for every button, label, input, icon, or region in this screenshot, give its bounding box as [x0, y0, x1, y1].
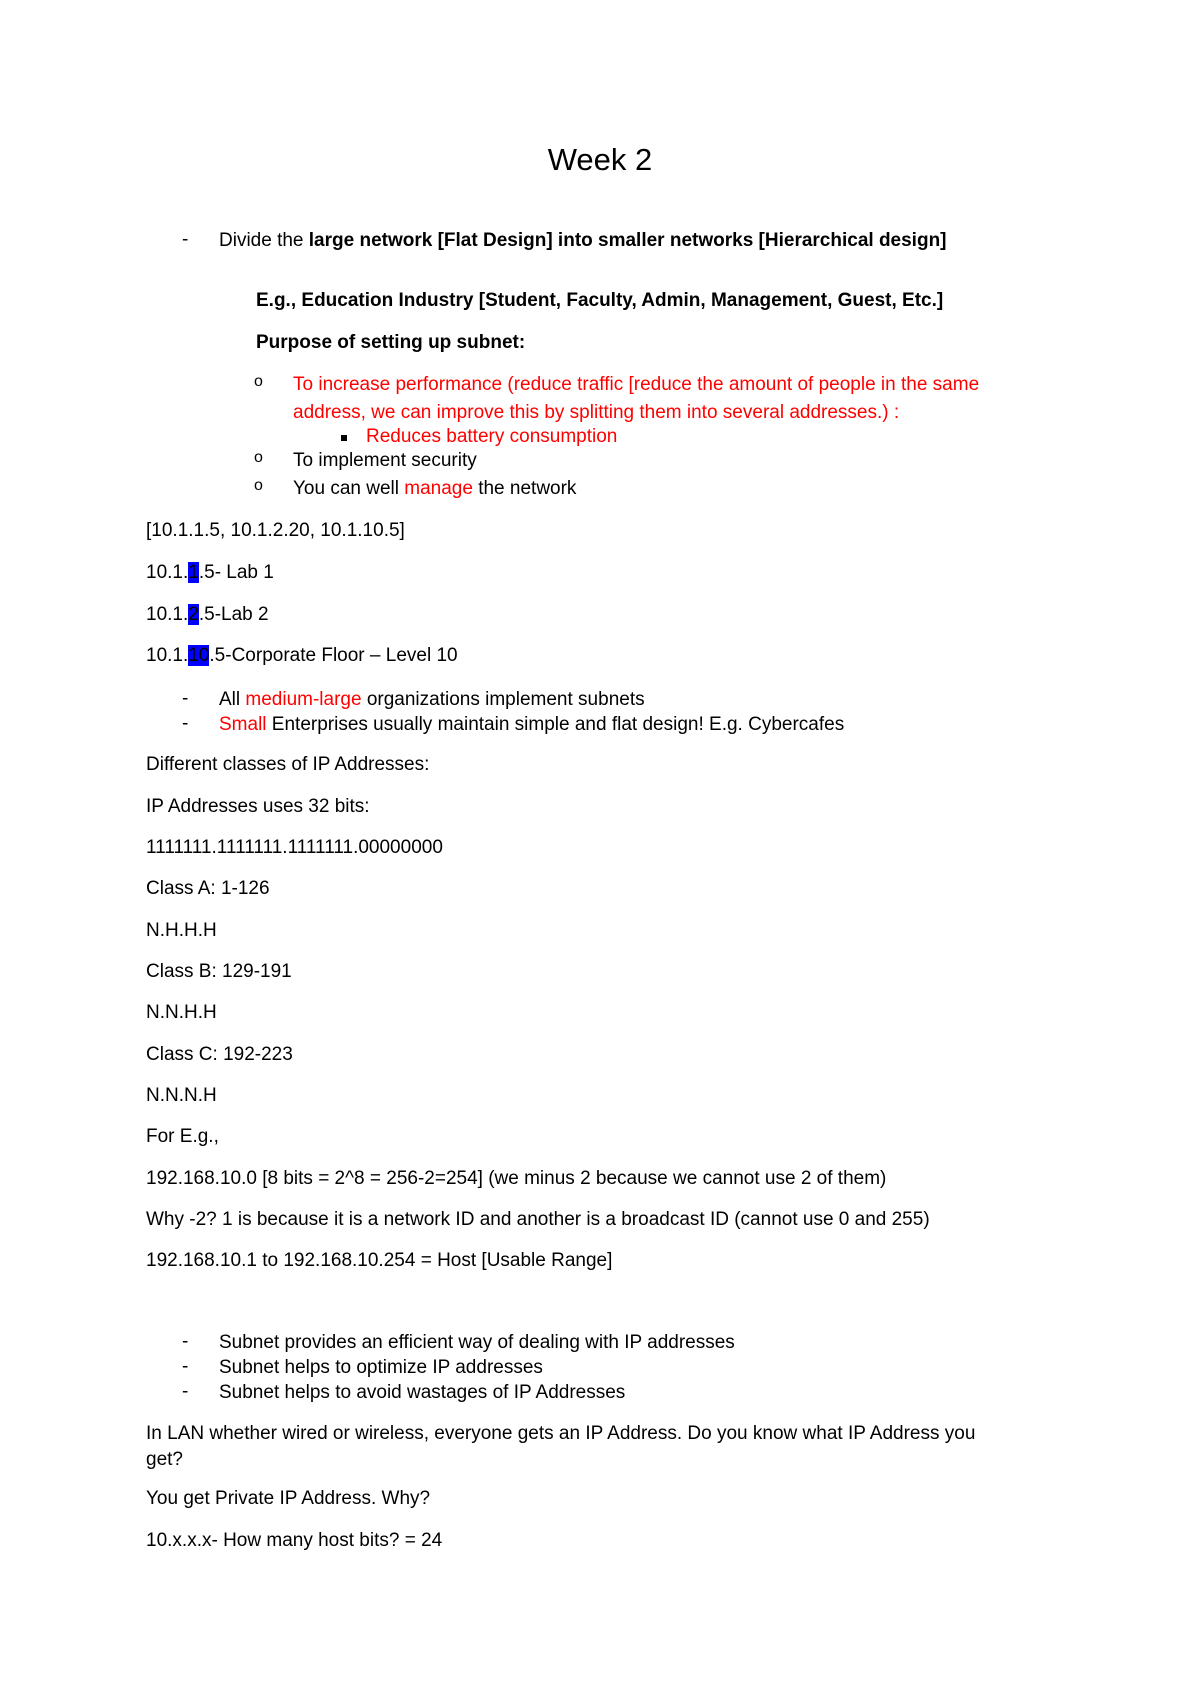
org-text: All — [219, 689, 246, 710]
example-label: For E.g., — [146, 1126, 219, 1147]
class-a-format: N.H.H.H — [146, 920, 217, 941]
org-highlight: medium-large — [245, 689, 362, 710]
example-line: E.g., Education Industry [Student, Faculty, Admin, Management, Guest, Etc.] — [256, 290, 944, 311]
benefit-item: Subnet helps to avoid wastages of IP Addresses — [219, 1382, 626, 1403]
purpose-1-line-2: address, we can improve this by splitting them into several addresses.) : — [293, 402, 900, 423]
purpose-1-line-1: To increase performance (reduce traffic [reduce the amount of people in the same — [293, 374, 980, 395]
intro-line — [219, 229, 947, 253]
org-line-1 — [219, 688, 645, 712]
purpose-3-highlight: manage — [404, 478, 473, 499]
address-corporate — [146, 644, 458, 668]
purpose-heading: Purpose of setting up subnet: — [256, 332, 526, 353]
address-suffix: .5-Corporate Floor – Level 10 — [209, 645, 458, 666]
class-c: Class C: 192-223 — [146, 1044, 293, 1065]
address-lab-1 — [146, 561, 274, 585]
address-prefix: 10.1. — [146, 562, 189, 583]
example-line-3: 192.168.10.1 to 192.168.10.254 = Host [Usable Range] — [146, 1250, 613, 1271]
highlighted-octet: 10 — [188, 645, 210, 666]
class-c-format: N.N.N.H — [146, 1085, 217, 1106]
highlighted-octet: 2 — [188, 604, 199, 625]
address-prefix: 10.1. — [146, 604, 189, 625]
circle-bullet-icon: o — [254, 477, 263, 494]
example-line-2: Why -2? 1 is because it is a network ID and another is a broadcast ID (cannot use 0 and 255) — [146, 1209, 930, 1230]
org-highlight: Small — [219, 714, 267, 735]
address-lab-2 — [146, 603, 269, 627]
org-text-end: Enterprises usually maintain simple and flat design! E.g. Cybercafes — [266, 714, 845, 735]
example-line-1: 192.168.10.0 [8 bits = 2^8 = 256-2=254] (we minus 2 because we cannot use 2 of them) — [146, 1168, 887, 1189]
dash-bullet — [182, 1381, 188, 1403]
private-line: You get Private IP Address. Why? — [146, 1488, 431, 1509]
class-b: Class B: 129-191 — [146, 961, 292, 982]
dash-bullet — [182, 1356, 188, 1378]
purpose-1-sub: Reduces battery consumption — [366, 426, 618, 447]
address-suffix: .5- Lab 1 — [198, 562, 274, 583]
dash-bullet — [182, 229, 188, 251]
square-bullet-icon — [341, 435, 347, 441]
class-a: Class A: 1-126 — [146, 878, 270, 899]
page-title: Week 2 — [547, 142, 653, 177]
benefit-item: Subnet helps to optimize IP addresses — [219, 1357, 543, 1378]
class-b-format: N.N.H.H — [146, 1002, 217, 1023]
dash-bullet — [182, 713, 188, 735]
dash-bullet — [182, 1331, 188, 1353]
purpose-3-text: You can well — [293, 478, 405, 499]
bits-line: IP Addresses uses 32 bits: — [146, 796, 370, 817]
address-suffix: .5-Lab 2 — [198, 604, 269, 625]
host-bits-line: 10.x.x.x- How many host bits? = 24 — [146, 1530, 443, 1551]
lan-line-1: In LAN whether wired or wireless, everyone gets an IP Address. Do you know what IP Address you — [146, 1423, 976, 1444]
address-prefix: 10.1. — [146, 645, 189, 666]
dash-bullet — [182, 688, 188, 710]
address-list: [10.1.1.5, 10.1.2.20, 10.1.10.5] — [146, 520, 405, 541]
intro-bold-text: large network [Flat Design] into smaller networks [Hierarchical design] — [308, 230, 947, 251]
org-line-2 — [219, 713, 844, 737]
purpose-3 — [293, 477, 576, 501]
purpose-2: To implement security — [293, 450, 477, 471]
circle-bullet-icon: o — [254, 373, 263, 390]
intro-text: Divide the — [219, 230, 309, 251]
purpose-3-text-end: the network — [472, 478, 577, 499]
highlighted-octet: 1 — [188, 562, 199, 583]
binary-line: 1111111.1111111.1111111.00000000 — [146, 837, 443, 858]
lan-line-2: get? — [146, 1449, 183, 1470]
circle-bullet-icon: o — [254, 449, 263, 466]
classes-heading: Different classes of IP Addresses: — [146, 754, 430, 775]
benefit-item: Subnet provides an efficient way of dealing with IP addresses — [219, 1332, 735, 1353]
org-text-end: organizations implement subnets — [361, 689, 645, 710]
